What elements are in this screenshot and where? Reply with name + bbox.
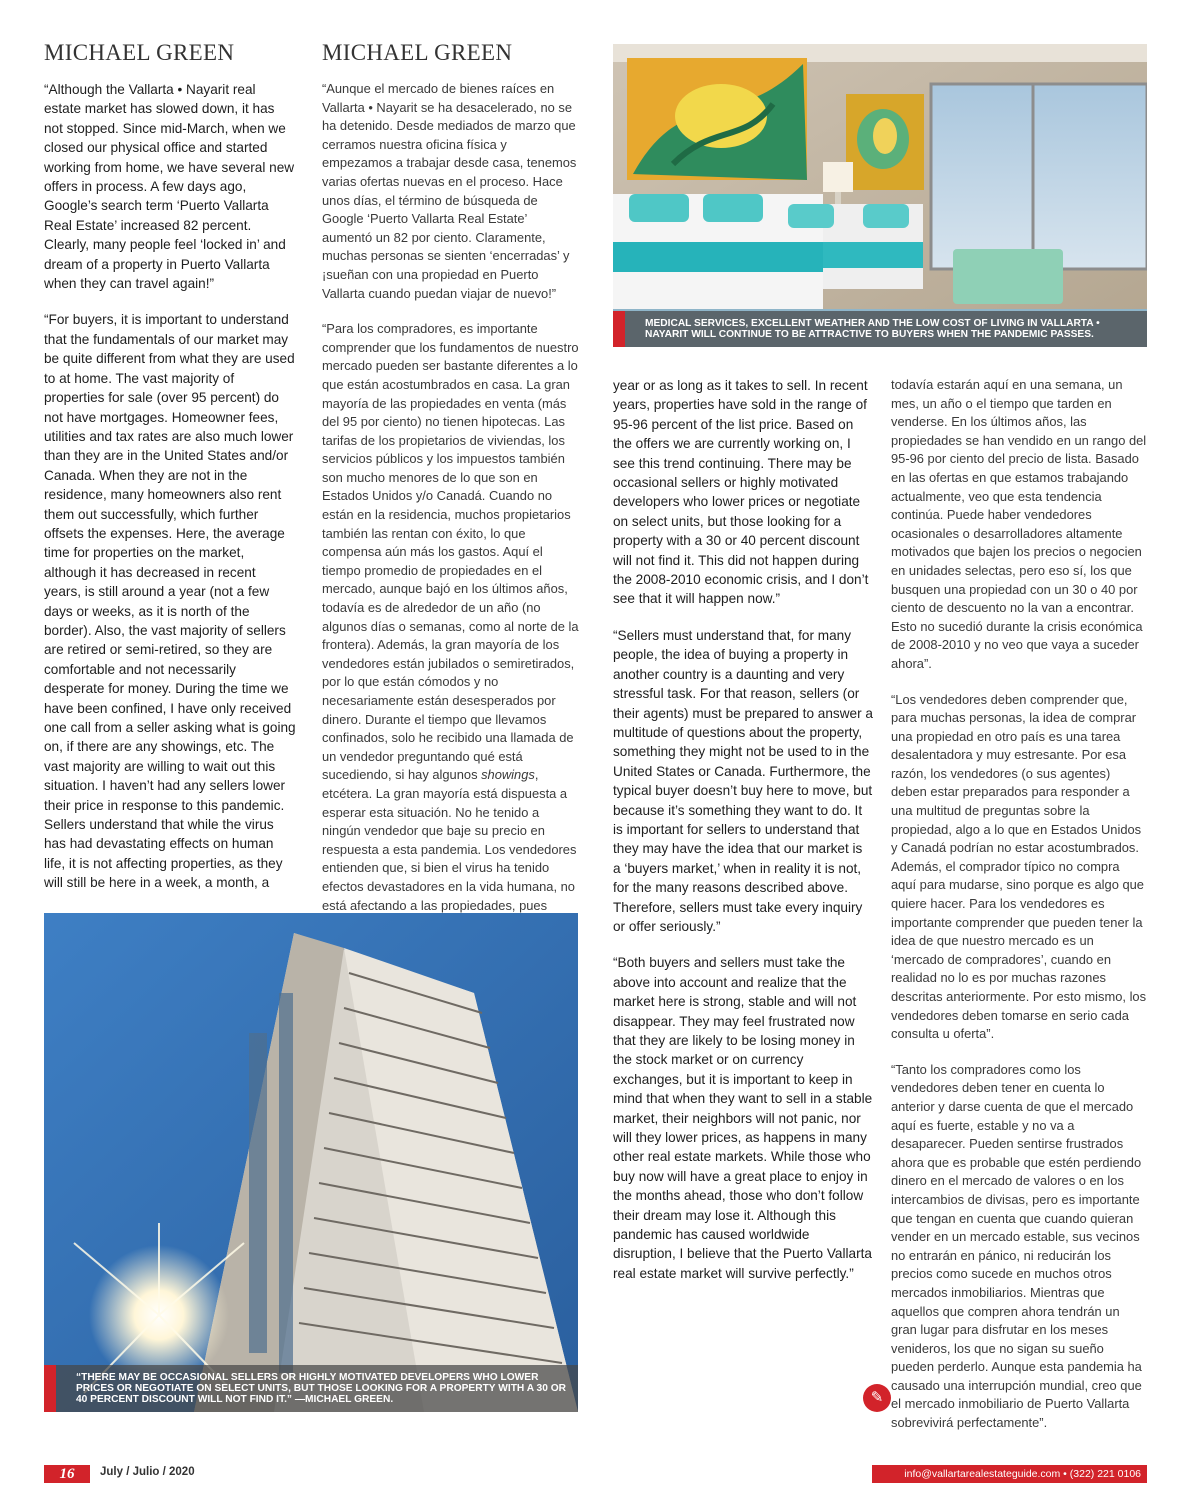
english-heading: MICHAEL GREEN xyxy=(44,40,235,65)
tower-caption-text: “THERE MAY BE OCCASIONAL SELLERS OR HIGHLY MOTIVATED DEVELOPERS WHO LOWER PRICES OR NEGOTIATE ON SELECT UNITS, BUT THOSE LOOKING FOR A PROPERTY WITH A 30 OR 40 PERCENT DISCOUNT WILL NOT FIND IT.” —MICHAEL GREEN. xyxy=(76,1372,566,1405)
tower-photo xyxy=(44,913,578,1412)
bedroom-caption-text: MEDICAL SERVICES, EXCELLENT WEATHER AND THE LOW COST OF LIVING IN VALLARTA • NAYARIT WILL CONTINUE TO BE ATTRACTIVE TO BUYERS WHEN THE PANDEMIC PASSES. xyxy=(645,318,1100,340)
english-paragraph-1: “Although the Vallarta • Nayarit real estate market has slowed down, it has not stopped. Since mid-March, when we closed our physical office and started working from home, we have several new offers in process. A few days ago, Google’s search term ‘Puerto Vallarta Real Estate’ increased 82 percent. Clearly, many people feel ‘locked in’ and dream of a property in Puerto Vallarta when they can travel again!” xyxy=(44,82,295,292)
english-column xyxy=(44,40,296,910)
spanish-column-continued xyxy=(891,376,1148,1450)
contact-info: info@vallartarealestateguide.com • (322) 221 0106 xyxy=(872,1465,1147,1483)
english-paragraph-2: “For buyers, it is important to understand that the fundamentals of our market may be quite different from what they are used to at home. The vast majority of properties for sale (over 95 percent) do not have mortgages. Homeowner fees, utilities and tax rates are also much lower than they are in the United States and/or Canada. When they are not in the residence, many homeowners also rent them out successfully, which further offsets the expenses. Here, the average time for properties on the market, although it has decreased in recent years, is still around a year (not a few days or weeks, as it is north of the border). Also, the vast majority of sellers are retired or semi-retired, so they are comfortable and not necessarily desperate for money. During the time we have been confined, I have only received one call from a seller asking what is going on, if there are any showings, etc. The vast majority are willing to wait out this situation. I haven’t had any sellers lower their price in response to this pandemic. Sellers understand that while the virus has had devastating effects on human life, it is not affecting properties, as they will still be here in a week, a month, a xyxy=(44,312,296,891)
english-column-continued xyxy=(613,376,873,1300)
caption-accent-bar xyxy=(44,1365,56,1412)
caption-accent-bar xyxy=(613,311,625,347)
spanish-column xyxy=(322,40,580,932)
issue-date: July / Julio / 2020 xyxy=(100,1466,195,1478)
bedroom-photo xyxy=(613,44,1147,347)
tower-caption xyxy=(44,1365,578,1412)
spanish-paragraph-5: “Tanto los compradores como los vendedores deben tener en cuenta lo anterior y darse cuenta de que el mercado aquí es fuerte, estable y no va a desaparecer. Pueden sentirse frustrados ahora que es probable que estén perdiendo dinero en el mercado de valores o en los intercambios de divisas, pero es importante que tengan en cuenta que cuando quieran vender en un mercado estable, sus vecinos no entrarán en pánico, ni reducirán los precios como sucede en muchos otros mercados inmobiliarios. Mientras que aquellos que compren ahora tendrán un gran lugar para disfrutar en los meses venideros, los que no sigan su sueño pueden perderlo. Aunque esta pandemia ha causado una interrupción mundial, creo que el mercado inmobiliario de Puerto Vallarta sobrevivirá perfectamente”. xyxy=(891,1061,1142,1431)
spanish-paragraph-2: “Para los compradores, es importante comprender que los fundamentos de nuestro mercado pueden ser bastante diferentes a lo que están acostumbrados en casa. La gran mayoría de las propiedades en venta (más del 95 por ciento) no tienen hipotecas. Las tarifas de los propietarios de viviendas, los servicios públicos y los impuestos también son mucho menores de lo que son en Estados Unidos y/o Canadá. Cuando no están en la residencia, muchos propietarios también las rentan con éxito, lo que compensa aún más los gastos. Aquí el tiempo promedio de propiedades en el mercado, aunque bajó en los últimos años, todavía es de alrededor de un año (no algunos días o semanas, como al norte de la frontera). Además, la gran mayoría de los vendedores están jubilados o semiretirados, por lo que están cómodos y no necesariamente están desesperados por dinero. Durante el tiempo que llevamos confinados, solo he recibido una llamada de un vendedor preguntando qué está sucediendo, si hay algunos showings, etcétera. La gran mayoría está dispuesta a esperar esta situación. No he tenido a ningún vendedor que baje su precio en respuesta a esta pandemia. Los vendedores entienden que, si bien el virus ha tenido efectos devastadores en la vida humana, no está afectando a las propiedades, pues xyxy=(322,321,579,913)
spanish-paragraph-1: “Aunque el mercado de bienes raíces en Vallarta • Nayarit se ha desacelerado, no se ha detenido. Desde mediados de marzo que cerramos nuestra oficina física y empezamos a trabajar desde casa, tenemos varias ofertas nuevas en el proceso. Hace unos días, el término de búsqueda de Google ‘Puerto Vallarta Real Estate’ aumentó un 82 por ciento. Claramente, muchas personas se sienten ‘encerradas’ y ¡sueñan con una propiedad en Puerto Vallarta cuando puedan viajar de nuevo!” xyxy=(322,81,577,301)
pen-icon: ✎ xyxy=(863,1384,891,1412)
english-paragraph-4: “Sellers must understand that, for many people, the idea of buying a property in another country is a daunting and very stressful task. For that reason, sellers (or their agents) must be prepared to answer a multitude of questions about the property, something they might not be used to in the United States or Canada. Furthermore, the typical buyer doesn’t buy here to move, but because it’s something they want to do. It is important for sellers to understand that they may have the idea that our market is a ‘buyers market,’ when in reality it is not, for the many reasons described above. Therefore, sellers must take every inquiry or offer seriously.” xyxy=(613,627,873,934)
english-paragraph-3: year or as long as it takes to sell. In recent years, properties have sold in the range of 95-96 percent of the list price. Based on the offers we are currently working on, I see this trend continuing. There may be occasional sellers or highly motivated developers who lower prices or negotiate on select units, but those looking for a property with a 30 or 40 percent discount will not find it. This did not happen during the 2008-2010 economic crisis, and I don’t see that it will happen now.” xyxy=(613,378,869,607)
spanish-paragraph-3: todavía estarán aquí en una semana, un mes, un año o el tiempo que tarden en venderse. En los últimos años, las propiedades se han vendido en un rango del 95-96 por ciento del precio de lista. Basado en las ofertas en que estamos trabajando actualmente, veo que esta tendencia continúa. Puede haber vendedores ocasionales o desarrolladores altamente motivados que bajen los precios o negocien en unidades selectas, pero eso sí, los que busquen una propiedad con un 30 o 40 por ciento de descuento no la van a encontrar. Esto no sucedió durante la crisis económica de 2008-2010 y no veo que vaya a suceder ahora”. xyxy=(891,377,1147,671)
english-paragraph-5: “Both buyers and sellers must take the above into account and realize that the market here is strong, stable and will not disappear. They may feel frustrated now that they are likely to be losing money in the stock market or on currency exchanges, but it is important to keep in mind that when they want to sell in a stable market, their neighbors will not panic, nor will they lower prices, as happens in many other real estate markets. While those who buy now will have a great place to enjoy in the months ahead, those who don’t follow their dream may lose it. Although this pandemic has caused worldwide disruption, I believe that the Puerto Vallarta real estate market will survive perfectly.” xyxy=(613,955,873,1281)
spanish-paragraph-4: “Los vendedores deben comprender que, para muchas personas, la idea de comprar una propiedad en otro país es una tarea desalentadora y muy estresante. Por esa razón, los vendedores (o sus agentes) deben estar preparados para responder a una multitud de preguntas sobre la propiedad, algo a lo que en Estados Unidos y Canadá podrían no estar acostumbrados. Además, el comprador típico no compra aquí para mudarse, sino porque es algo que quiere hacer. Para los vendedores es importante comprender que pueden tener la idea de que nuestro mercado es un ‘mercado de compradores’, cuando en realidad no lo es por muchas razones descritas anteriormente. Por esto mismo, los vendedores deben tomarse en serio cada consulta u oferta”. xyxy=(891,691,1147,1042)
bedroom-illustration xyxy=(613,44,1147,347)
spanish-heading: MICHAEL GREEN xyxy=(322,40,513,65)
tower-illustration xyxy=(44,913,578,1412)
bedroom-caption xyxy=(613,311,1147,347)
page-number: 16 xyxy=(44,1465,90,1483)
